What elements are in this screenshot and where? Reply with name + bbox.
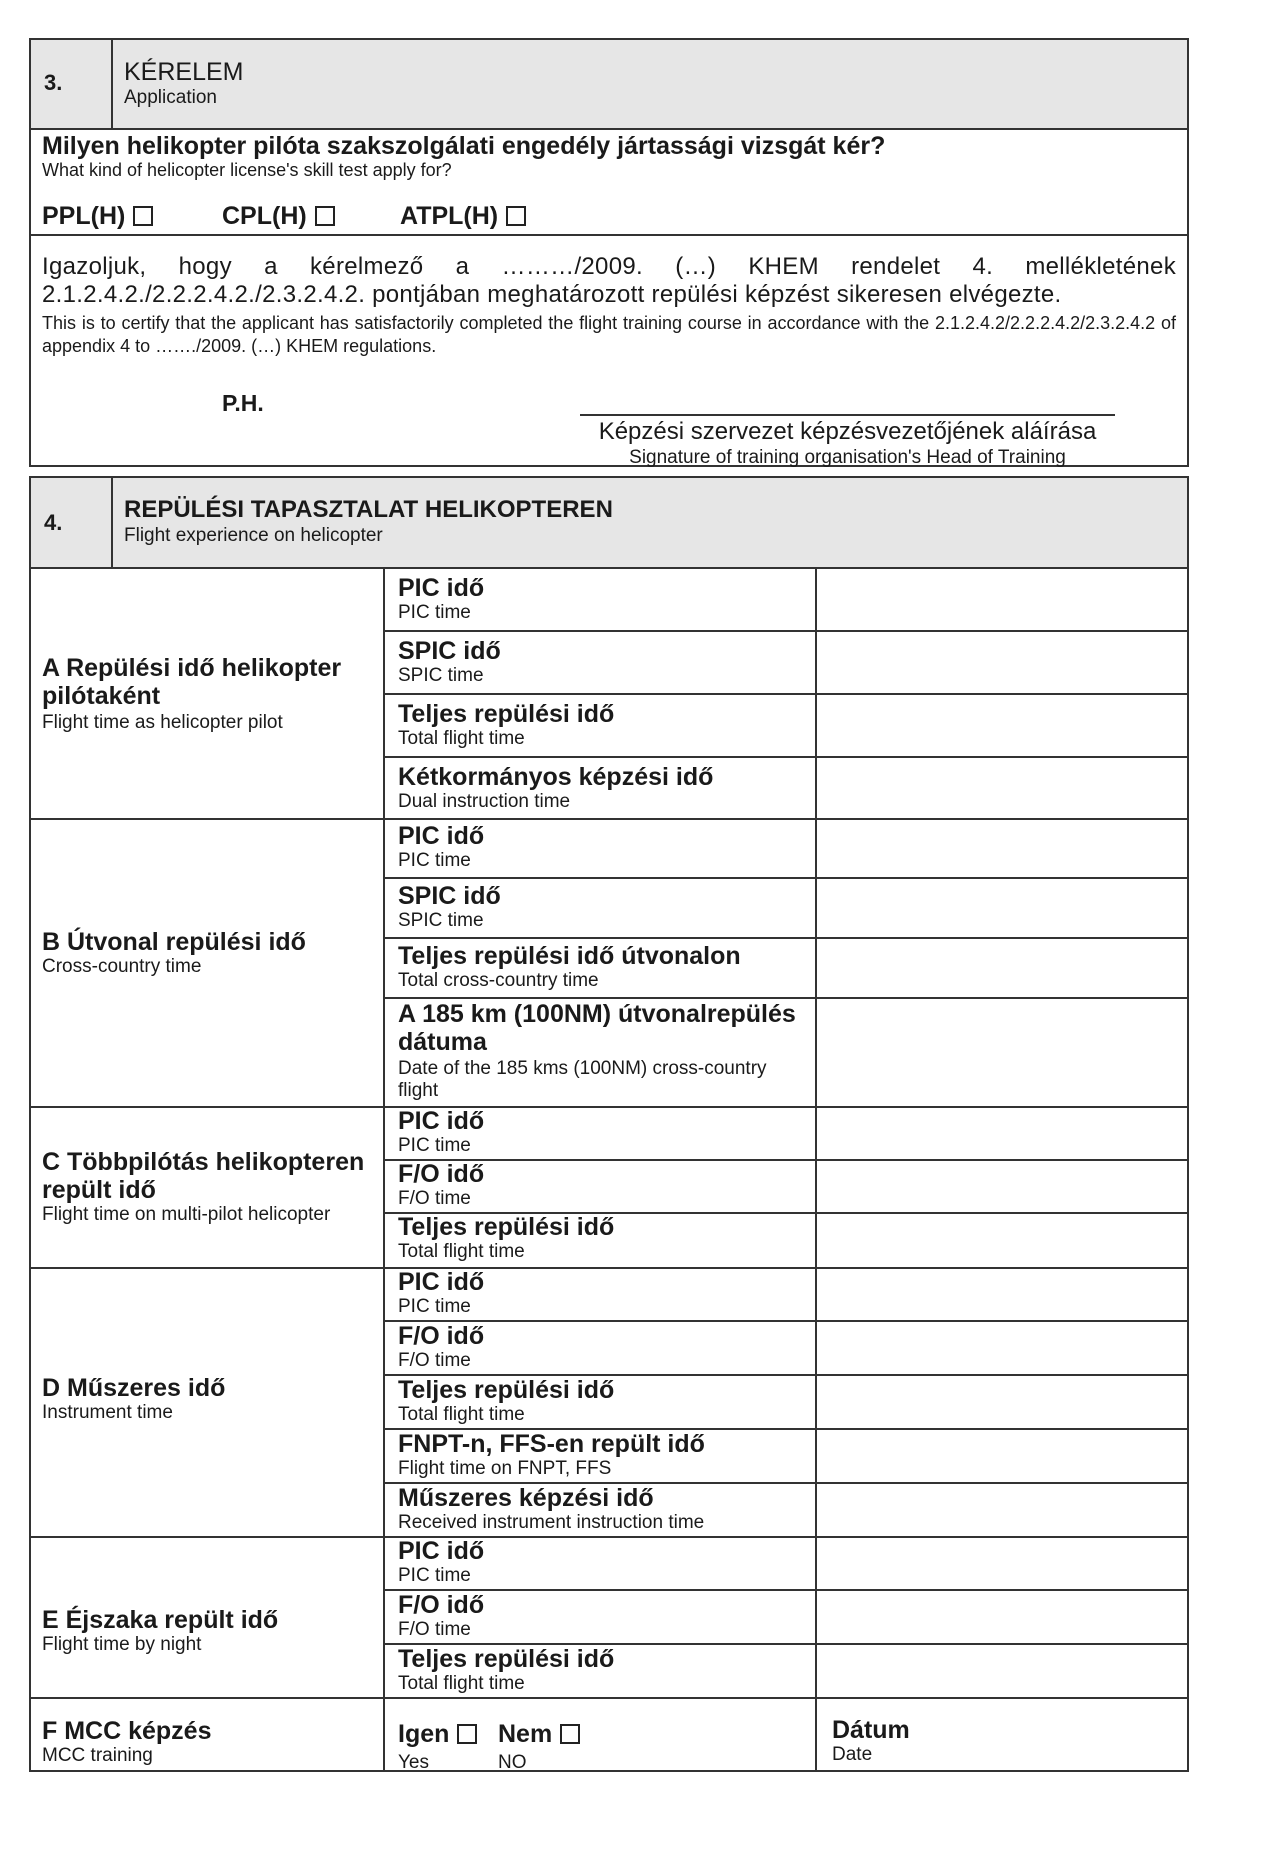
mcc-yes-label: Igen [398,1720,450,1748]
certification-text: Igazoljuk, hogy a kérelmező a ………/2009. (…) KHEM rendelet 4. mellékletének 2.1.2.4.2./2.2.2.4.2./2.3.2.4.2. pontjában meghatározott repülési képzést sikeresen elvégezte. [42,253,1176,308]
option-cpl [222,202,335,230]
row-a-total-en: Total flight time [398,728,525,749]
cpl-checkbox[interactable] [315,206,335,226]
row-a-pic-hu: PIC idő [398,574,485,602]
row-b-total-en: Total cross-country time [398,970,599,991]
row-b-date-hu: A 185 km (100NM) útvonalrepülés dátuma [398,1000,796,1056]
stamp-label: P.H. [222,390,264,416]
row-a-pic [398,574,484,624]
input-c-total[interactable] [818,1214,1186,1266]
row-a-spic [398,637,501,687]
row-b-date-en: Date of the 185 kms (100NM) cross-country flight [398,1058,767,1101]
mcc-no-option [498,1720,580,1774]
row-d-instruction-hu: Műszeres képzési idő [398,1484,654,1512]
row-b-pic [398,822,484,872]
input-d-total[interactable] [818,1376,1186,1427]
row-e-pic-en: PIC time [398,1565,471,1586]
section-4-number: 4. [44,510,63,535]
group-c-subtitle: Flight time on multi-pilot helicopter [42,1204,331,1225]
option-ppl [42,202,153,230]
mcc-yes-option [398,1720,477,1774]
row-e-total-hu: Teljes repülési idő [398,1645,615,1673]
section-4-subtitle: Flight experience on helicopter [124,525,383,546]
row-b-date [398,1000,806,1102]
row-b-pic-hu: PIC idő [398,822,485,850]
row-b-total-hu: Teljes repülési idő útvonalon [398,942,741,970]
mcc-date-en: Date [832,1744,873,1765]
section-4-title: REPÜLÉSI TAPASZTALAT HELIKOPTEREN [124,496,613,523]
group-f-title: F MCC képzés [42,1717,212,1745]
signature-label-en: Signature of training organisation's Head of Training [629,447,1066,468]
row-e-fo-hu: F/O idő [398,1591,485,1619]
row-d-total-en: Total flight time [398,1404,525,1425]
mcc-date-label: Dátum [832,1716,910,1744]
input-a-pic[interactable] [818,569,1186,629]
input-b-total[interactable] [818,939,1186,996]
row-a-spic-hu: SPIC idő [398,637,501,665]
mcc-no-en: NO [498,1752,527,1773]
row-d-fnpt [398,1430,705,1480]
row-d-pic [398,1268,484,1318]
row-c-total-hu: Teljes repülési idő [398,1213,615,1241]
row-c-total-en: Total flight time [398,1241,525,1262]
row-e-pic [398,1537,484,1587]
row-e-fo [398,1591,484,1641]
group-e-subtitle: Flight time by night [42,1634,202,1655]
row-e-total-en: Total flight time [398,1673,525,1694]
input-e-total[interactable] [818,1645,1186,1696]
section-3-title: KÉRELEM [124,58,244,86]
mcc-date[interactable] [832,1716,910,1766]
mcc-yes-checkbox[interactable] [457,1724,477,1744]
row-b-pic-en: PIC time [398,850,471,871]
group-a-label [42,654,382,734]
row-d-fo-hu: F/O idő [398,1322,485,1350]
group-d-subtitle: Instrument time [42,1402,173,1423]
row-a-dual [398,763,713,813]
license-question-en: What kind of helicopter license's skill test apply for? [42,160,452,180]
row-c-fo-en: F/O time [398,1188,471,1209]
input-d-fnpt[interactable] [818,1430,1186,1481]
mcc-yes-en: Yes [398,1752,429,1773]
input-c-pic[interactable] [818,1108,1186,1158]
option-cpl-label: CPL(H) [222,202,307,230]
section-3-number: 3. [44,70,63,95]
row-c-pic-en: PIC time [398,1135,471,1156]
group-b-subtitle: Cross-country time [42,956,202,977]
row-d-fo-en: F/O time [398,1350,471,1371]
input-c-fo[interactable] [818,1161,1186,1211]
group-c-label [42,1148,382,1226]
signature-label: Képzési szervezet képzésvezetőjének aláírása [598,418,1097,445]
group-d-title: D Műszeres idő [42,1374,226,1402]
row-a-pic-en: PIC time [398,602,471,623]
row-c-fo [398,1160,484,1210]
group-b-label [42,928,382,978]
input-d-instruction[interactable] [818,1484,1186,1535]
row-e-fo-en: F/O time [398,1619,471,1640]
row-d-fnpt-hu: FNPT-n, FFS-en repült idő [398,1430,705,1458]
group-f-label [42,1717,382,1767]
input-b-pic[interactable] [818,820,1186,876]
input-e-pic[interactable] [818,1538,1186,1588]
row-c-pic-hu: PIC idő [398,1107,485,1135]
group-d-label [42,1374,382,1424]
row-d-fo [398,1322,484,1372]
row-b-spic [398,882,501,932]
mcc-no-label: Nem [498,1720,553,1748]
input-a-spic[interactable] [818,632,1186,692]
group-e-label [42,1606,382,1656]
row-c-total [398,1213,614,1263]
row-a-total [398,700,614,750]
signature-line [580,414,1115,416]
option-ppl-label: PPL(H) [42,202,126,230]
row-a-dual-en: Dual instruction time [398,791,571,812]
group-f-subtitle: MCC training [42,1745,153,1766]
row-c-fo-hu: F/O idő [398,1160,485,1188]
license-question: Milyen helikopter pilóta szakszolgálati engedély jártassági vizsgát kér? [42,132,886,160]
row-e-total [398,1645,614,1695]
input-a-dual[interactable] [818,758,1186,817]
row-d-total-hu: Teljes repülési idő [398,1376,615,1404]
row-d-instruction [398,1484,704,1534]
ppl-checkbox[interactable] [133,206,153,226]
row-d-pic-en: PIC time [398,1296,471,1317]
row-d-instruction-en: Received instrument instruction time [398,1512,705,1533]
row-a-dual-hu: Kétkormányos képzési idő [398,763,714,791]
group-e-title: E Éjszaka repült idő [42,1606,279,1634]
row-a-total-hu: Teljes repülési idő [398,700,615,728]
input-e-fo[interactable] [818,1591,1186,1642]
mcc-no-checkbox[interactable] [560,1724,580,1744]
row-a-spic-en: SPIC time [398,665,484,686]
row-b-spic-hu: SPIC idő [398,882,501,910]
group-b-title: B Útvonal repülési idő [42,928,306,956]
group-c-title: C Többpilótás helikopteren repült idő [42,1148,365,1204]
input-b-spic[interactable] [818,879,1186,936]
row-c-pic [398,1107,484,1157]
input-a-total[interactable] [818,695,1186,755]
group-a-title: A Repülési idő helikopter pilótaként [42,654,342,710]
input-d-pic[interactable] [818,1269,1186,1319]
group-a-subtitle: Flight time as helicopter pilot [42,712,283,733]
input-d-fo[interactable] [818,1322,1186,1373]
section-3-subtitle: Application [124,87,217,108]
row-d-total [398,1376,614,1426]
atpl-checkbox[interactable] [506,206,526,226]
row-d-fnpt-en: Flight time on FNPT, FFS [398,1458,612,1479]
option-atpl-label: ATPL(H) [400,202,499,230]
row-e-pic-hu: PIC idő [398,1537,485,1565]
input-b-date[interactable] [818,999,1186,1105]
row-d-pic-hu: PIC idő [398,1268,485,1296]
row-b-spic-en: SPIC time [398,910,484,931]
option-atpl [400,202,526,230]
certification-text-en: This is to certify that the applicant has satisfactorily completed the flight training course in accordance with the 2.1.2.4.2/2.2.2.4.2/2.3.2.4.2 of appendix 4 to ……./2009. (…) KHEM regulations. [42,313,1176,356]
row-b-total [398,942,741,992]
